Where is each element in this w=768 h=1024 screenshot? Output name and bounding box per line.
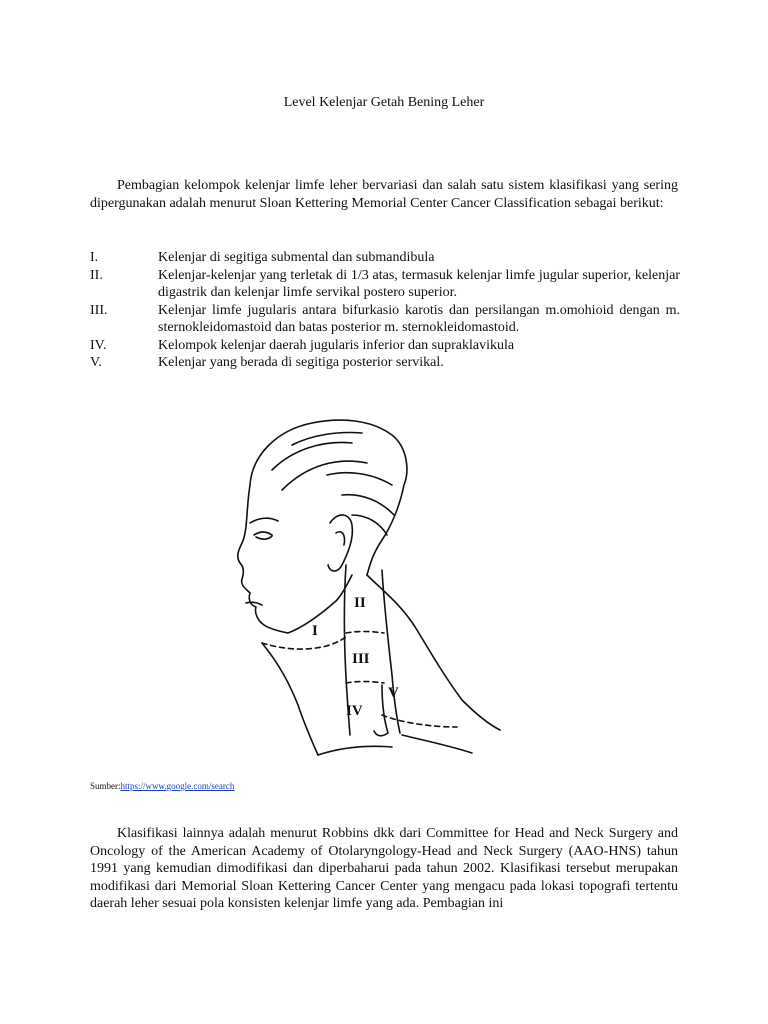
list-item xyxy=(90,337,680,355)
list-item-text: Kelenjar-kelenjar yang terletak di 1/3 atas, termasuk kelenjar limfe jugular superior, kelenjar digastrik dan kelenjar limfe servikal postero superior. xyxy=(158,267,680,300)
intro-paragraph: Pembagian kelompok kelenjar limfe leher bervariasi dan salah satu sistem klasifikasi yang sering dipergunakan adalah menurut Sloan Kettering Memorial Center Cancer Classification sebagai berikut: xyxy=(90,178,678,211)
list-item-text: Kelenjar limfe jugularis antara bifurkasio karotis dan persilangan m.omohioid dengan m. sternokleidomastoid dan batas posterior m. sternokleidomastoid. xyxy=(158,302,680,335)
second-paragraph: Klasifikasi lainnya adalah menurut Robbins dkk dari Committee for Head and Neck Surgery and Oncology of the American Academy of Otolaryngology-Head and Neck Surgery (AAO-HNS) tahun 1991 yang kemudian dimodifikasi dan diperbaharui pada tahun 2002. Klasifikasi tersebut merupakan modifikasi dari Memorial Sloan Kettering Cancer Center yang mengacu pada lokasi topografi tertentu daerah leher sesuai pola konsisten kelenjar limfe yang ada. Pembagian ini xyxy=(90,826,678,911)
list-item-number: I. xyxy=(90,250,99,265)
source-link[interactable]: https://www.google.com/search xyxy=(120,781,235,791)
label-level-ii: II xyxy=(354,595,366,611)
list-item-number: IV. xyxy=(90,337,107,353)
list-item-text: Kelompok kelenjar daerah jugularis inferior dan supraklavikula xyxy=(158,337,515,353)
face-profile xyxy=(238,485,288,633)
list-item xyxy=(90,267,680,302)
level-list xyxy=(90,249,680,372)
list-item xyxy=(90,302,680,337)
label-level-i: I xyxy=(312,623,318,639)
caption-prefix: Sumber: xyxy=(90,781,121,791)
list-item-number: II. xyxy=(90,267,103,283)
neck-back xyxy=(367,575,500,730)
ear-outline xyxy=(328,515,352,571)
neck-front xyxy=(262,643,318,755)
list-item xyxy=(90,249,680,267)
list-item-number: III. xyxy=(90,302,108,318)
page-title: Level Kelenjar Getah Bening Leher xyxy=(283,95,485,110)
label-level-iv: IV xyxy=(346,703,363,719)
list-item xyxy=(90,354,680,372)
image-source-caption xyxy=(90,781,234,792)
label-level-iii: III xyxy=(352,651,370,667)
list-item-text: Kelenjar di segitiga submental dan submandibula xyxy=(158,250,435,265)
label-level-v: V xyxy=(388,685,399,701)
list-item-text: Kelenjar yang berada di segitiga posterior servikal. xyxy=(158,355,444,370)
neck-lymph-node-diagram xyxy=(232,415,502,770)
list-item-number: V. xyxy=(90,355,102,370)
